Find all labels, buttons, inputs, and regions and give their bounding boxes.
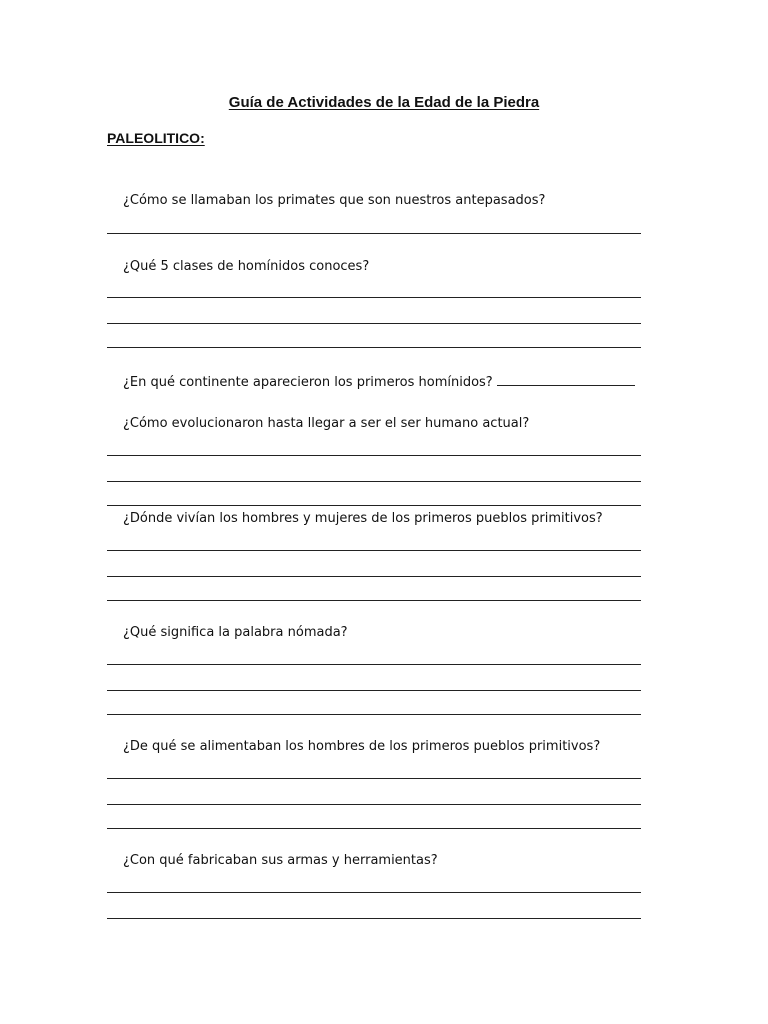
question-6: ¿Qué significa la palabra nómada? xyxy=(123,625,348,640)
answer-line[interactable] xyxy=(107,690,641,691)
question-2: ¿Qué 5 clases de homínidos conoces? xyxy=(123,259,370,274)
answer-line[interactable] xyxy=(107,918,641,919)
answer-line[interactable] xyxy=(107,233,641,234)
answer-line[interactable] xyxy=(107,455,641,456)
answer-line[interactable] xyxy=(107,550,641,551)
section-heading: PALEOLITICO: xyxy=(107,130,205,146)
answer-line[interactable] xyxy=(107,778,641,779)
question-1: ¿Cómo se llamaban los primates que son nuestros antepasados? xyxy=(123,193,546,208)
inline-answer-blank[interactable] xyxy=(497,373,635,386)
question-5: ¿Dónde vivían los hombres y mujeres de los primeros pueblos primitivos? xyxy=(123,511,603,526)
answer-line[interactable] xyxy=(107,347,641,348)
answer-line[interactable] xyxy=(107,323,641,324)
answer-line[interactable] xyxy=(107,828,641,829)
answer-line[interactable] xyxy=(107,664,641,665)
answer-line[interactable] xyxy=(107,505,641,506)
answer-line[interactable] xyxy=(107,892,641,893)
question-7: ¿De qué se alimentaban los hombres de los primeros pueblos primitivos? xyxy=(123,739,601,754)
question-8: ¿Con qué fabricaban sus armas y herramientas? xyxy=(123,853,438,868)
answer-line[interactable] xyxy=(107,576,641,577)
answer-line[interactable] xyxy=(107,481,641,482)
answer-line[interactable] xyxy=(107,804,641,805)
question-4: ¿Cómo evolucionaron hasta llegar a ser el ser humano actual? xyxy=(123,416,530,431)
answer-line[interactable] xyxy=(107,600,641,601)
worksheet-title: Guía de Actividades de la Edad de la Piedra xyxy=(228,94,540,111)
question-3: ¿En qué continente aparecieron los primeros homínidos? xyxy=(123,375,493,390)
answer-line[interactable] xyxy=(107,714,641,715)
question-3-row xyxy=(123,373,635,391)
answer-line[interactable] xyxy=(107,297,641,298)
